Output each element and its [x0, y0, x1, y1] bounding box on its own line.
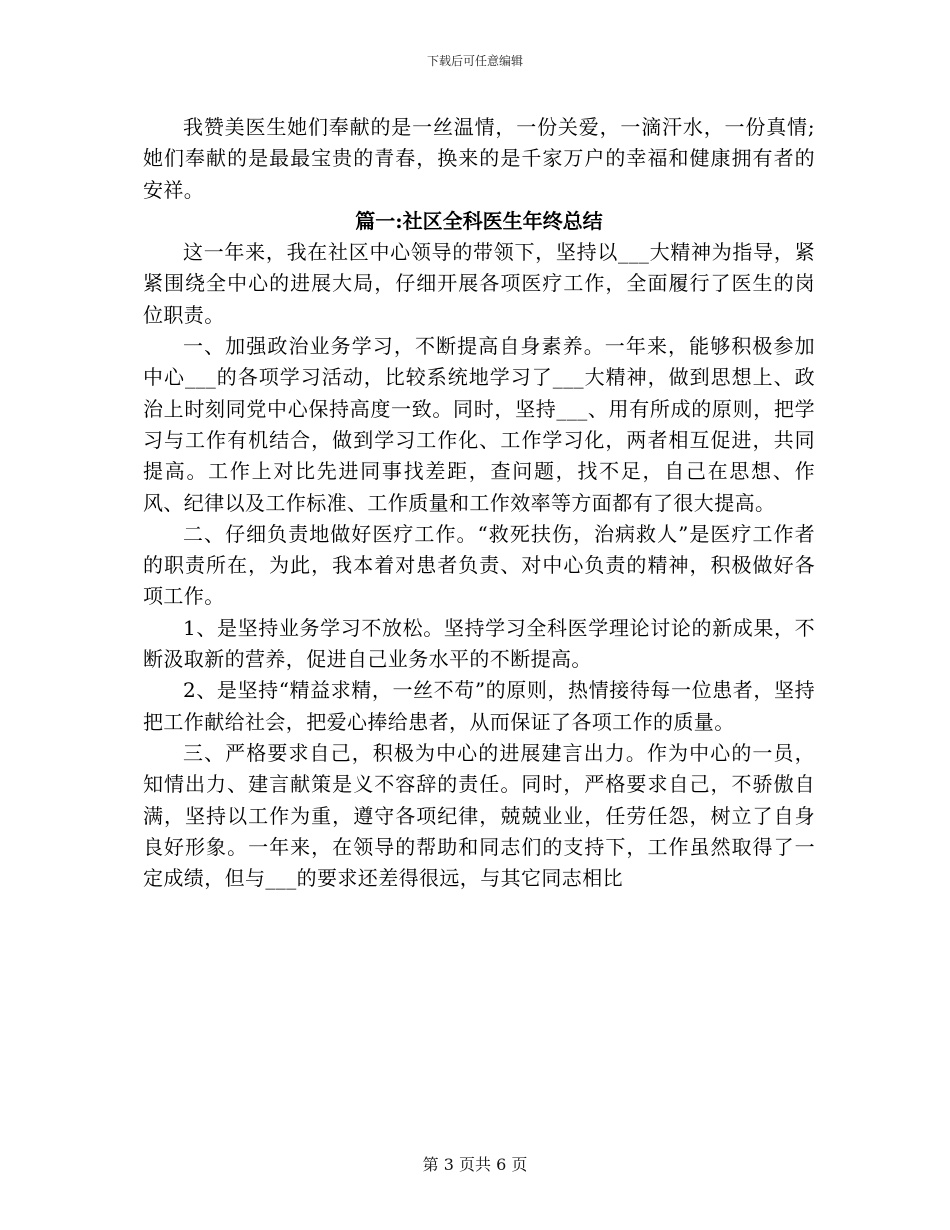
paragraph-point-one: 一、加强政治业务学习，不断提高自身素养。一年来，能够积极参加中心___的各项学习活动，比较系统地学习了___大精神，做到思想上、政治上时刻同党中心保持高度一致。同时，坚持___、用有所成的原则，把学习与工作有机结合，做到学习工作化、工作学习化，两者相互促进，共同提高。工作上对比先进同事找差距，查问题，找不足，自己在思想、作风、纪律以及工作标准、工作质量和工作效率等方面都有了很大提高。 — [143, 334, 815, 515]
paragraph-summary: 这一年来，我在社区中心领导的带领下，坚持以___大精神为指导，紧紧围绕全中心的进展大局，仔细开展各项医疗工作，全面履行了医生的岗位职责。 — [143, 240, 815, 327]
page-header: 下载后可任意编辑 — [426, 54, 523, 68]
paragraph-subpoint-2: 2、是坚持“精益求精，一丝不苟”的原则，热情接待每一位患者，坚持把工作献给社会，把爱心捧给患者，从而保证了各项工作的质量。 — [143, 678, 815, 734]
paragraph-point-three: 三、严格要求自己，积极为中心的进展建言出力。作为中心的一员，知情出力、建言献策是义不容辞的责任。同时，严格要求自己，不骄傲自满，坚持以工作为重，遵守各项纪律，兢兢业业，任劳任怨，树立了自身良好形象。一年来，在领导的帮助和同志们的支持下，工作虽然取得了一定成绩，但与___的要求还差得很远，与其它同志相比 — [143, 740, 815, 891]
paragraph-point-two: 二、仔细负责地做好医疗工作。“救死扶伤，治病救人”是医疗工作者的职责所在，为此，我本着对患者负责、对中心负责的精神，积极做好各项工作。 — [143, 521, 815, 609]
document-body — [143, 112, 815, 894]
page-footer: 第 3 页共 6 页 — [422, 1155, 528, 1174]
paragraph-intro: 我赞美医生她们奉献的是一丝温情，一份关爱，一滴汗水，一份真情;她们奉献的是最最宝贵的青春，换来的是千家万户的幸福和健康拥有者的安祥。 — [143, 115, 815, 202]
paragraph-subpoint-1: 1、是坚持业务学习不放松。坚持学习全科医学理论讨论的新成果，不断汲取新的营养，促进自己业务水平的不断提高。 — [143, 615, 815, 672]
section-title: 篇一:社区全科医生年终总结 — [355, 208, 603, 233]
